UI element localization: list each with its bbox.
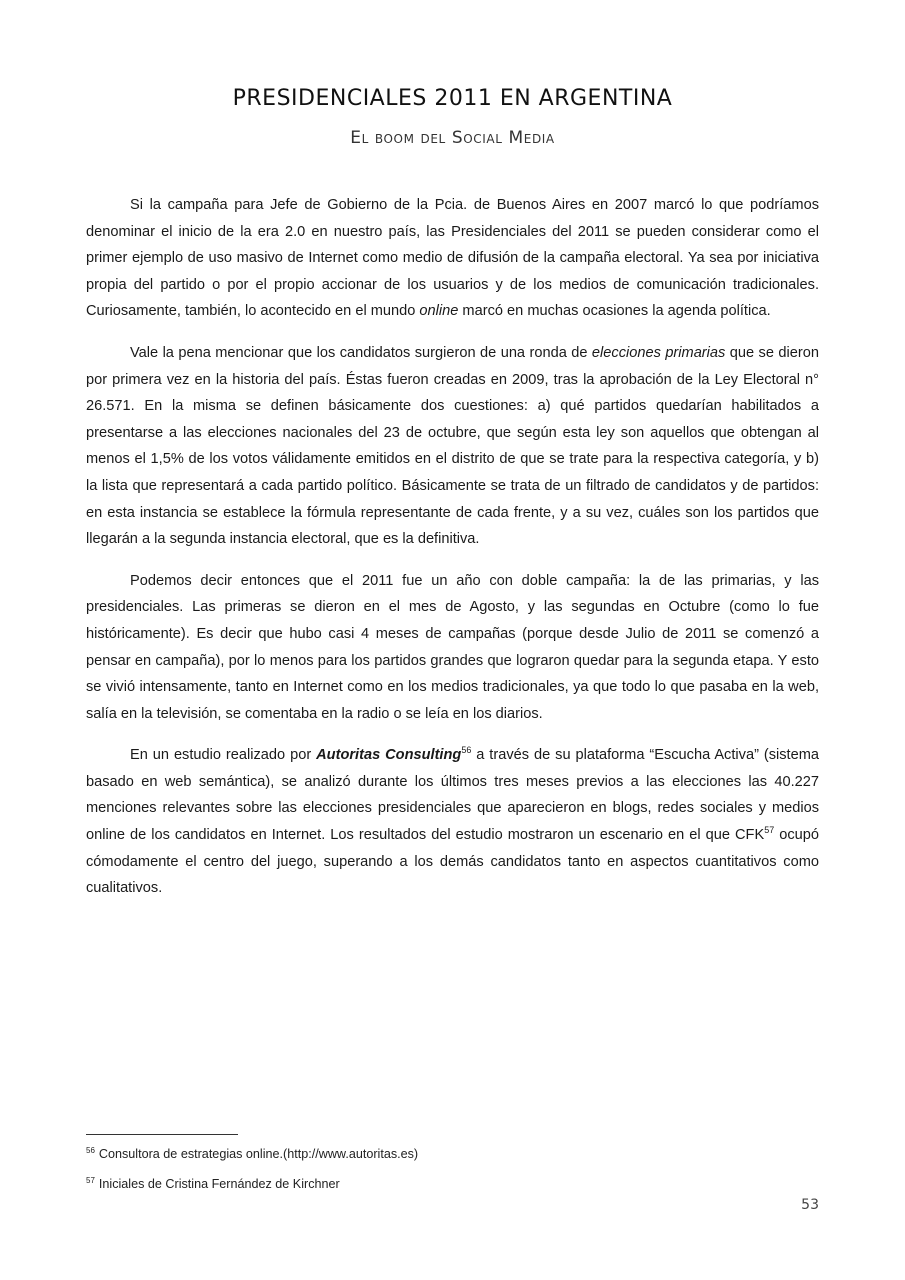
paragraph-1-text-a: Si la campaña para Jefe de Gobierno de la Pcia. de Buenos Aires en 2007 marcó lo que podríamos denominar el inicio de la era 2.0 en nuestro país, las Presidenciales del 2011 se pueden considerar como el primer ejemplo de uso masivo de Internet como medio de difusión de la campaña electoral. Ya sea por iniciativa propia del partido o por el propio accionar de los usuarios y de los medios de comunicación tradicionales. Curiosamente, también, lo acontecido en el mundo	[86, 197, 819, 320]
paragraph-4-text-c: a través de su plataforma “Escucha Activa” (sistema basado en web semántica), se analizó durante los últimos tres meses previos a las elecciones las 40.227 menciones relevantes sobre las elecciones presidenciales que aparecieron en blogs, redes sociales y medios online de los candidatos en Internet. Los resultados del estudio mostraron un escenario en el que CFK	[86, 747, 819, 844]
paragraph-2-italic: elecciones primarias	[591, 344, 726, 361]
footnote-57-text: Iniciales de Cristina Fernández de Kirchner	[98, 1177, 340, 1191]
paragraph-4-bold: Autoritas Consulting	[316, 747, 462, 764]
body-text	[86, 192, 819, 917]
paragraph-2-text-c: que se dieron por primera vez en la historia del país. Éstas fueron creadas en 2009, tras la aprobación de la Ley Electoral n° 26.571. En la misma se definen básicamente dos cuestiones: a) qué partidos quedarían habilitados a presentarse a las elecciones nacionales del 23 de octubre, que según esta ley son aquellos que obtengan al menos el 1,5% de los votos válidamente emitidos en el distrito de que se trate para la respectiva categoría, y b) la lista que representará a cada partido político. Básicamente se trata de un filtrado de candidatos y de partidos: en esta instancia se establece la fórmula representante de cada frente, y a su vez, cuáles son los partidos que llegarán a la segunda instancia electoral, que es la definitiva.	[86, 344, 819, 548]
footnote-56	[86, 1147, 418, 1161]
page-number: 53	[801, 1197, 819, 1213]
paragraph-1	[86, 192, 819, 325]
footnote-ref-57: 57	[764, 825, 775, 836]
paragraph-3-text: Podemos decir entonces que el 2011 fue un año con doble campaña: la de las primarias, y las presidenciales. Las primeras se dieron en el mes de Agosto, y las segundas en Octubre (como lo fue históricamente). Es decir que hubo casi 4 meses de campañas (porque desde Julio de 2011 se comenzó a pensar en campaña), por lo menos para los partidos grandes que lograron quedar para la segunda etapa. Y esto se vivió intensamente, tanto en Internet como en los medios tradicionales, ya que todo lo que pasaba en la web, salía en la televisión, se comentaba en la radio o se leía en los diarios.	[86, 572, 819, 722]
paragraph-4-text-d: ocupó cómodamente el centro del juego, superando a los demás candidatos tanto en aspectos cuantitativos como cualitativos.	[86, 827, 819, 897]
footnote-57-number: 57	[86, 1175, 95, 1185]
paragraph-2	[86, 340, 819, 553]
footnote-56-text: Consultora de estrategias online.(http://www.autoritas.es)	[98, 1147, 419, 1161]
paragraph-4-text-a: En un estudio realizado por	[130, 747, 317, 764]
paragraph-3	[86, 568, 819, 728]
paragraph-1-text-c: marcó en muchas ocasiones la agenda política.	[458, 303, 771, 320]
footnote-56-number: 56	[86, 1145, 95, 1155]
footnote-57	[86, 1177, 340, 1191]
paragraph-4	[86, 742, 819, 902]
page-title: PRESIDENCIALES 2011 EN ARGENTINA	[232, 86, 673, 111]
footnote-ref-56: 56	[461, 745, 472, 756]
paragraph-1-italic: online	[419, 303, 459, 320]
paragraph-2-text-a: Vale la pena mencionar que los candidatos surgieron de una ronda de	[130, 344, 592, 361]
page-subtitle: El boom del Social Media	[350, 128, 555, 148]
footnote-divider	[86, 1134, 238, 1135]
